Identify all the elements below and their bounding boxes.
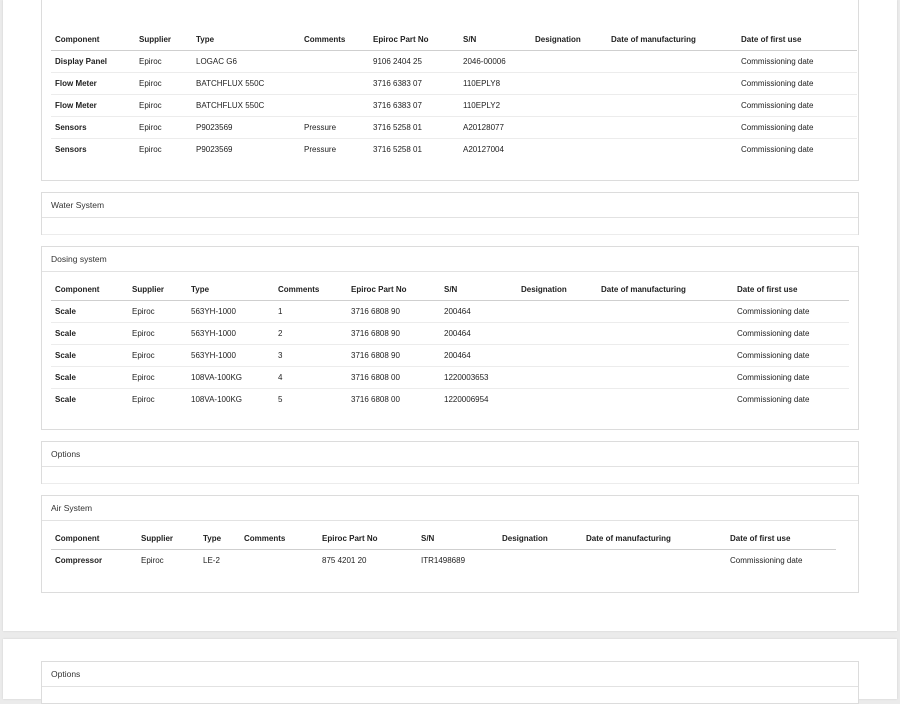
- cell-part-no: 3716 6808 00: [351, 395, 400, 404]
- document-page-1: [3, 0, 897, 631]
- cell-component: Sensors: [55, 145, 87, 154]
- table-row: [51, 345, 849, 367]
- dosing-system-panel: [41, 246, 859, 430]
- column-header-component: Component: [51, 528, 137, 550]
- table-row: [51, 139, 857, 161]
- cell-sn: 110EPLY8: [459, 73, 531, 95]
- cell-mfg-date: [607, 51, 737, 73]
- cell-supplier: Epiroc: [141, 556, 164, 565]
- column-header-sn: S/N: [440, 279, 517, 301]
- components-table: [51, 29, 857, 160]
- cell-type: BATCHFLUX 550C: [192, 73, 300, 95]
- cell-sn: 200464: [440, 323, 517, 345]
- cell-type: 108VA-100KG: [187, 367, 274, 389]
- cell-type: P9023569: [196, 145, 233, 154]
- cell-first-use: Commissioning date: [733, 367, 849, 389]
- column-header-designation: Designation: [531, 29, 607, 51]
- column-header-part-no: Epiroc Part No: [369, 29, 459, 51]
- cell-designation: [517, 345, 597, 367]
- cell-first-use: Commissioning date: [733, 323, 849, 345]
- cell-component: Compressor: [55, 556, 103, 565]
- table-header-row: [51, 528, 836, 550]
- column-header-sn: S/N: [417, 528, 498, 550]
- cell-first-use: Commissioning date: [737, 395, 810, 404]
- column-header-comments: Comments: [274, 279, 347, 301]
- table-row: [51, 389, 849, 411]
- cell-comments: 3: [274, 345, 347, 367]
- cell-type: LOGAC G6: [192, 51, 300, 73]
- cell-designation: [517, 301, 597, 323]
- cell-designation: [498, 550, 582, 572]
- cell-first-use: Commissioning date: [733, 301, 849, 323]
- cell-component: Flow Meter: [51, 95, 135, 117]
- column-header-designation: Designation: [517, 279, 597, 301]
- cell-part-no: 3716 6808 00: [347, 367, 440, 389]
- cell-first-use: Commissioning date: [737, 95, 857, 117]
- cell-sn: ITR1498689: [421, 556, 466, 565]
- cell-supplier: Epiroc: [135, 95, 192, 117]
- cell-designation: [517, 389, 597, 411]
- cell-part-no: 3716 6808 90: [347, 345, 440, 367]
- cell-mfg-date: [597, 323, 733, 345]
- column-header-supplier: Supplier: [128, 279, 187, 301]
- cell-part-no: 3716 5258 01: [373, 145, 422, 154]
- column-header-component: Component: [51, 279, 128, 301]
- cell-component: Scale: [51, 367, 128, 389]
- cell-sn: 1220006954: [444, 395, 489, 404]
- column-header-part-no: Epiroc Part No: [347, 279, 440, 301]
- cell-supplier: Epiroc: [135, 73, 192, 95]
- cell-mfg-date: [597, 345, 733, 367]
- column-header-comments: Comments: [240, 528, 318, 550]
- table-row: [51, 367, 849, 389]
- options-panel-2: [41, 661, 859, 704]
- cell-sn: A20128077: [459, 117, 531, 139]
- cell-sn: A20127004: [463, 145, 504, 154]
- cell-supplier: Epiroc: [139, 145, 162, 154]
- column-header-component: Component: [51, 29, 135, 51]
- cell-type: BATCHFLUX 550C: [192, 95, 300, 117]
- cell-type: P9023569: [192, 117, 300, 139]
- cell-mfg-date: [607, 73, 737, 95]
- cell-type: 563YH-1000: [187, 323, 274, 345]
- column-header-comments: Comments: [300, 29, 369, 51]
- cell-part-no: 9106 2404 25: [369, 51, 459, 73]
- cell-first-use: Commissioning date: [737, 51, 857, 73]
- column-header-supplier: Supplier: [137, 528, 199, 550]
- cell-supplier: Epiroc: [128, 323, 187, 345]
- cell-part-no: 3716 6808 90: [347, 323, 440, 345]
- table-row: [51, 323, 849, 345]
- cell-comments: 4: [274, 367, 347, 389]
- column-header-first-use: Date of first use: [733, 279, 849, 301]
- column-header-supplier: Supplier: [135, 29, 192, 51]
- cell-sn: 1220003653: [440, 367, 517, 389]
- options-panel: [41, 441, 859, 484]
- cell-sn: 2046-00006: [459, 51, 531, 73]
- cell-component: Scale: [51, 301, 128, 323]
- column-header-type: Type: [187, 279, 274, 301]
- water-system-empty-row: [42, 218, 858, 235]
- options-title: Options: [42, 442, 858, 467]
- cell-component: Flow Meter: [51, 73, 135, 95]
- table-header-row: [51, 279, 849, 301]
- table-row: [51, 73, 857, 95]
- column-header-type: Type: [192, 29, 300, 51]
- cell-designation: [531, 117, 607, 139]
- cell-first-use: Commissioning date: [741, 145, 814, 154]
- air-system-title: Air System: [42, 496, 858, 521]
- cell-designation: [531, 73, 607, 95]
- cell-designation: [531, 51, 607, 73]
- cell-mfg-date: [597, 367, 733, 389]
- cell-comments: [300, 95, 369, 117]
- column-header-mfg-date: Date of manufacturing: [607, 29, 737, 51]
- cell-supplier: Epiroc: [135, 51, 192, 73]
- column-header-first-use: Date of first use: [726, 528, 836, 550]
- cell-type: LE-2: [203, 556, 220, 565]
- cell-mfg-date: [607, 117, 737, 139]
- cell-component: Display Panel: [51, 51, 135, 73]
- cell-supplier: Epiroc: [128, 345, 187, 367]
- column-header-mfg-date: Date of manufacturing: [582, 528, 726, 550]
- cell-first-use: Commissioning date: [737, 73, 857, 95]
- air-system-panel: [41, 495, 859, 593]
- column-header-first-use: Date of first use: [737, 29, 857, 51]
- cell-part-no: 3716 6808 90: [347, 301, 440, 323]
- air-system-table: [51, 528, 836, 571]
- document-page-2: [3, 639, 897, 699]
- cell-supplier: Epiroc: [132, 395, 155, 404]
- column-header-type: Type: [199, 528, 240, 550]
- cell-comments: Pressure: [300, 117, 369, 139]
- cell-designation: [531, 95, 607, 117]
- cell-comments: [240, 550, 318, 572]
- cell-comments: 1: [274, 301, 347, 323]
- table-row: [51, 117, 857, 139]
- water-system-panel: [41, 192, 859, 235]
- cell-type: 563YH-1000: [187, 301, 274, 323]
- cell-first-use: Commissioning date: [737, 117, 857, 139]
- column-header-sn: S/N: [459, 29, 531, 51]
- table-row: [51, 95, 857, 117]
- column-header-part-no: Epiroc Part No: [318, 528, 417, 550]
- cell-first-use: Commissioning date: [730, 556, 803, 565]
- cell-component: Scale: [51, 345, 128, 367]
- cell-mfg-date: [607, 95, 737, 117]
- cell-part-no: 3716 6383 07: [369, 95, 459, 117]
- cell-part-no: 3716 5258 01: [369, 117, 459, 139]
- components-panel: [41, 0, 859, 181]
- cell-first-use: Commissioning date: [733, 345, 849, 367]
- cell-sn: 200464: [440, 301, 517, 323]
- cell-mfg-date: [582, 550, 726, 572]
- cell-type: 563YH-1000: [187, 345, 274, 367]
- table-row: [51, 301, 849, 323]
- options-title-2: Options: [42, 662, 858, 687]
- cell-comments: 5: [278, 395, 283, 404]
- table-row: [51, 51, 857, 73]
- cell-component: Scale: [55, 395, 76, 404]
- cell-mfg-date: [607, 139, 737, 161]
- table-row: [51, 550, 836, 572]
- cell-component: Scale: [51, 323, 128, 345]
- cell-comments: Pressure: [304, 145, 337, 154]
- water-system-title: Water System: [42, 193, 858, 218]
- column-header-designation: Designation: [498, 528, 582, 550]
- cell-sn: 200464: [440, 345, 517, 367]
- cell-supplier: Epiroc: [135, 117, 192, 139]
- cell-type: 108VA-100KG: [191, 395, 242, 404]
- cell-comments: [300, 51, 369, 73]
- cell-sn: 110EPLY2: [459, 95, 531, 117]
- dosing-system-table: [51, 279, 849, 410]
- cell-designation: [517, 323, 597, 345]
- dosing-system-title: Dosing system: [42, 247, 858, 272]
- column-header-mfg-date: Date of manufacturing: [597, 279, 733, 301]
- cell-supplier: Epiroc: [128, 301, 187, 323]
- cell-designation: [517, 367, 597, 389]
- cell-mfg-date: [597, 389, 733, 411]
- cell-component: Sensors: [51, 117, 135, 139]
- cell-comments: [300, 73, 369, 95]
- cell-comments: 2: [274, 323, 347, 345]
- cell-part-no: 3716 6383 07: [369, 73, 459, 95]
- cell-mfg-date: [597, 301, 733, 323]
- cell-designation: [531, 139, 607, 161]
- options-empty-row: [42, 467, 858, 484]
- table-header-row: [51, 29, 857, 51]
- cell-part-no: 875 4201 20: [322, 556, 367, 565]
- cell-supplier: Epiroc: [128, 367, 187, 389]
